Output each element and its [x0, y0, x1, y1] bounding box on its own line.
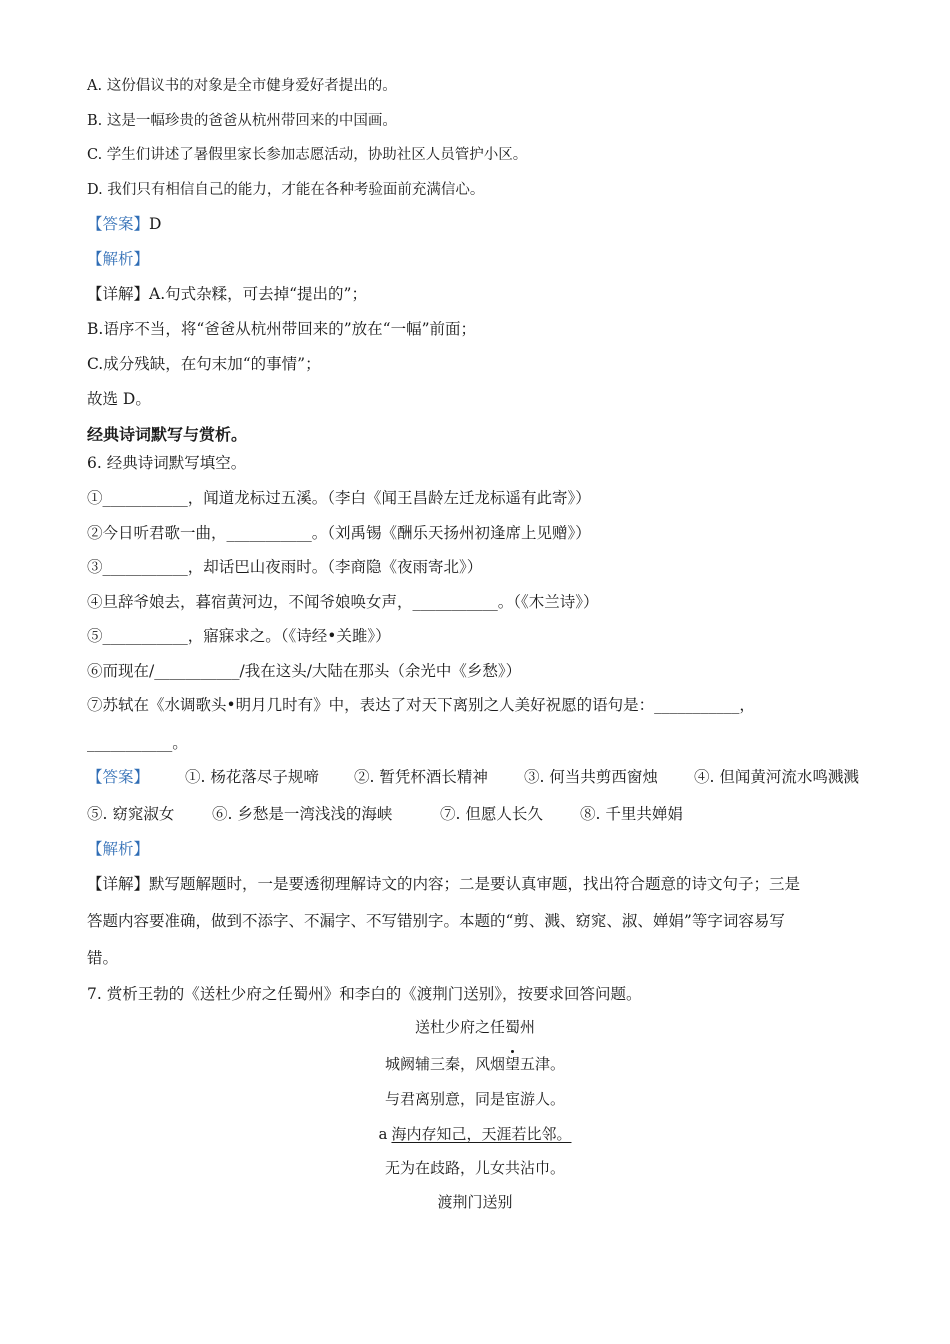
poem1-line2-text: 与君离别意，同是宦游人。 — [384, 1090, 565, 1108]
q6-item-7-cont: ___________。 — [87, 734, 188, 752]
poem1-title-text: 送杜少府之任蜀州 — [414, 1018, 535, 1036]
poem2-title-text: 渡荆门送别 — [437, 1193, 513, 1211]
q6-detail-tag: 【详解】 — [87, 875, 150, 893]
q6-stem: 6. 经典诗词默写填空。 — [87, 454, 247, 472]
analysis-tag: 【解析】 — [87, 250, 150, 268]
q6-answer-5: ⑤. 窈窕淑女 — [87, 805, 175, 823]
poem1-line4 — [0, 1157, 950, 1179]
section-title: 经典诗词默写与赏析。 — [87, 425, 248, 444]
q6-detail-text: 默写题解题时，一是要透彻理解诗文的内容；二是要认真审题，找出符合题意的诗文句子；三是 — [149, 875, 801, 893]
q6-answer-2: ②. 暂凭杯酒长精神 — [354, 768, 488, 786]
q6-item-4: ④旦辞爷娘去，暮宿黄河边，不闻爷娘唤女声，___________。（《木兰诗》） — [87, 593, 599, 611]
poem1-line4-text: 无为在歧路，儿女共沾巾。 — [384, 1159, 565, 1177]
poem1-title — [0, 1016, 950, 1038]
q5-detail-b: B.语序不当，将“爸爸从杭州带回来的”放在“一幅”前面； — [87, 320, 477, 338]
poem1-line2 — [0, 1088, 950, 1110]
detail-text: A.句式杂糅，可去掉“提出的”； — [149, 285, 367, 303]
q5-answer-line — [87, 213, 161, 235]
q6-answer-8: ⑧. 千里共婵娟 — [580, 805, 683, 823]
poem1-line3 — [0, 1123, 950, 1145]
answer-tag: 【答案】 — [87, 215, 150, 233]
q6-answer-tag: 【答案】 — [87, 768, 150, 786]
poem1-line1-dotted-char: 望 — [504, 1055, 520, 1073]
q6-answer-3: ③. 何当共剪西窗烛 — [524, 768, 658, 786]
q6-item-2: ②今日听君歌一曲，___________。（刘禹锡《酬乐天扬州初逢席上见赠》） — [87, 524, 591, 542]
poem1-line1-start: 城阙辅三秦，风烟 — [384, 1055, 505, 1073]
option-b: B. 这是一幅珍贵的爸爸从杭州带回来的中国画。 — [87, 113, 397, 129]
q6-detail-line — [87, 873, 800, 895]
q5-detail-c: C.成分残缺，在句末加“的事情”； — [87, 355, 321, 373]
poem2-title — [0, 1191, 950, 1213]
q6-analysis-tag: 【解析】 — [87, 840, 150, 858]
q6-answer-6: ⑥. 乡愁是一湾浅浅的海峡 — [212, 805, 393, 823]
poem1-line3-underlined: 海内存知己，天涯若比邻。 — [391, 1125, 572, 1143]
option-a: A. 这份倡议书的对象是全市健身爱好者提出的。 — [87, 78, 397, 94]
poem1-line1-end: 五津。 — [520, 1055, 566, 1073]
q5-detail-line — [87, 283, 367, 305]
poem1-line1 — [0, 1053, 950, 1075]
q6-item-6: ⑥而现在/___________/我在这头/大陆在那头（余光中《乡愁》） — [87, 662, 522, 680]
q5-conclusion: 故选 D。 — [87, 390, 151, 408]
q6-answer-4: ④. 但闻黄河流水鸣溅溅 — [694, 768, 859, 786]
q6-item-5: ⑤___________，寤寐求之。（《诗经•关雎》） — [87, 627, 391, 645]
detail-tag: 【详解】 — [87, 285, 150, 303]
q6-item-3: ③___________，却话巴山夜雨时。（李商隐《夜雨寄北》） — [87, 558, 483, 576]
poem1-line3-label: a — [378, 1125, 388, 1143]
q6-item-1: ①___________，闻道龙标过五溪。（李白《闻王昌龄左迁龙标遥有此寄》） — [87, 489, 591, 507]
q6-detail-3: 错。 — [87, 949, 119, 967]
answer-value: D — [149, 215, 162, 233]
q6-answer-1: ①. 杨花落尽子规啼 — [185, 768, 319, 786]
q7-stem: 7. 赏析王勃的《送杜少府之任蜀州》和李白的《渡荆门送别》，按要求回答问题。 — [87, 985, 642, 1003]
q6-item-7: ⑦苏轼在《水调歌头•明月几时有》中，表达了对天下离别之人美好祝愿的语句是：___________， — [87, 696, 755, 714]
option-c: C. 学生们讲述了暑假里家长参加志愿活动，协助社区人员管护小区。 — [87, 147, 528, 163]
q6-answer-7: ⑦. 但愿人长久 — [440, 805, 543, 823]
q6-detail-2: 答题内容要准确，做到不添字、不漏字、不写错别字。本题的“剪、溅、窈窕、淑、婵娟”等字词容易写 — [87, 912, 785, 930]
option-d: D. 我们只有相信自己的能力，才能在各种考验面前充满信心。 — [87, 182, 485, 198]
